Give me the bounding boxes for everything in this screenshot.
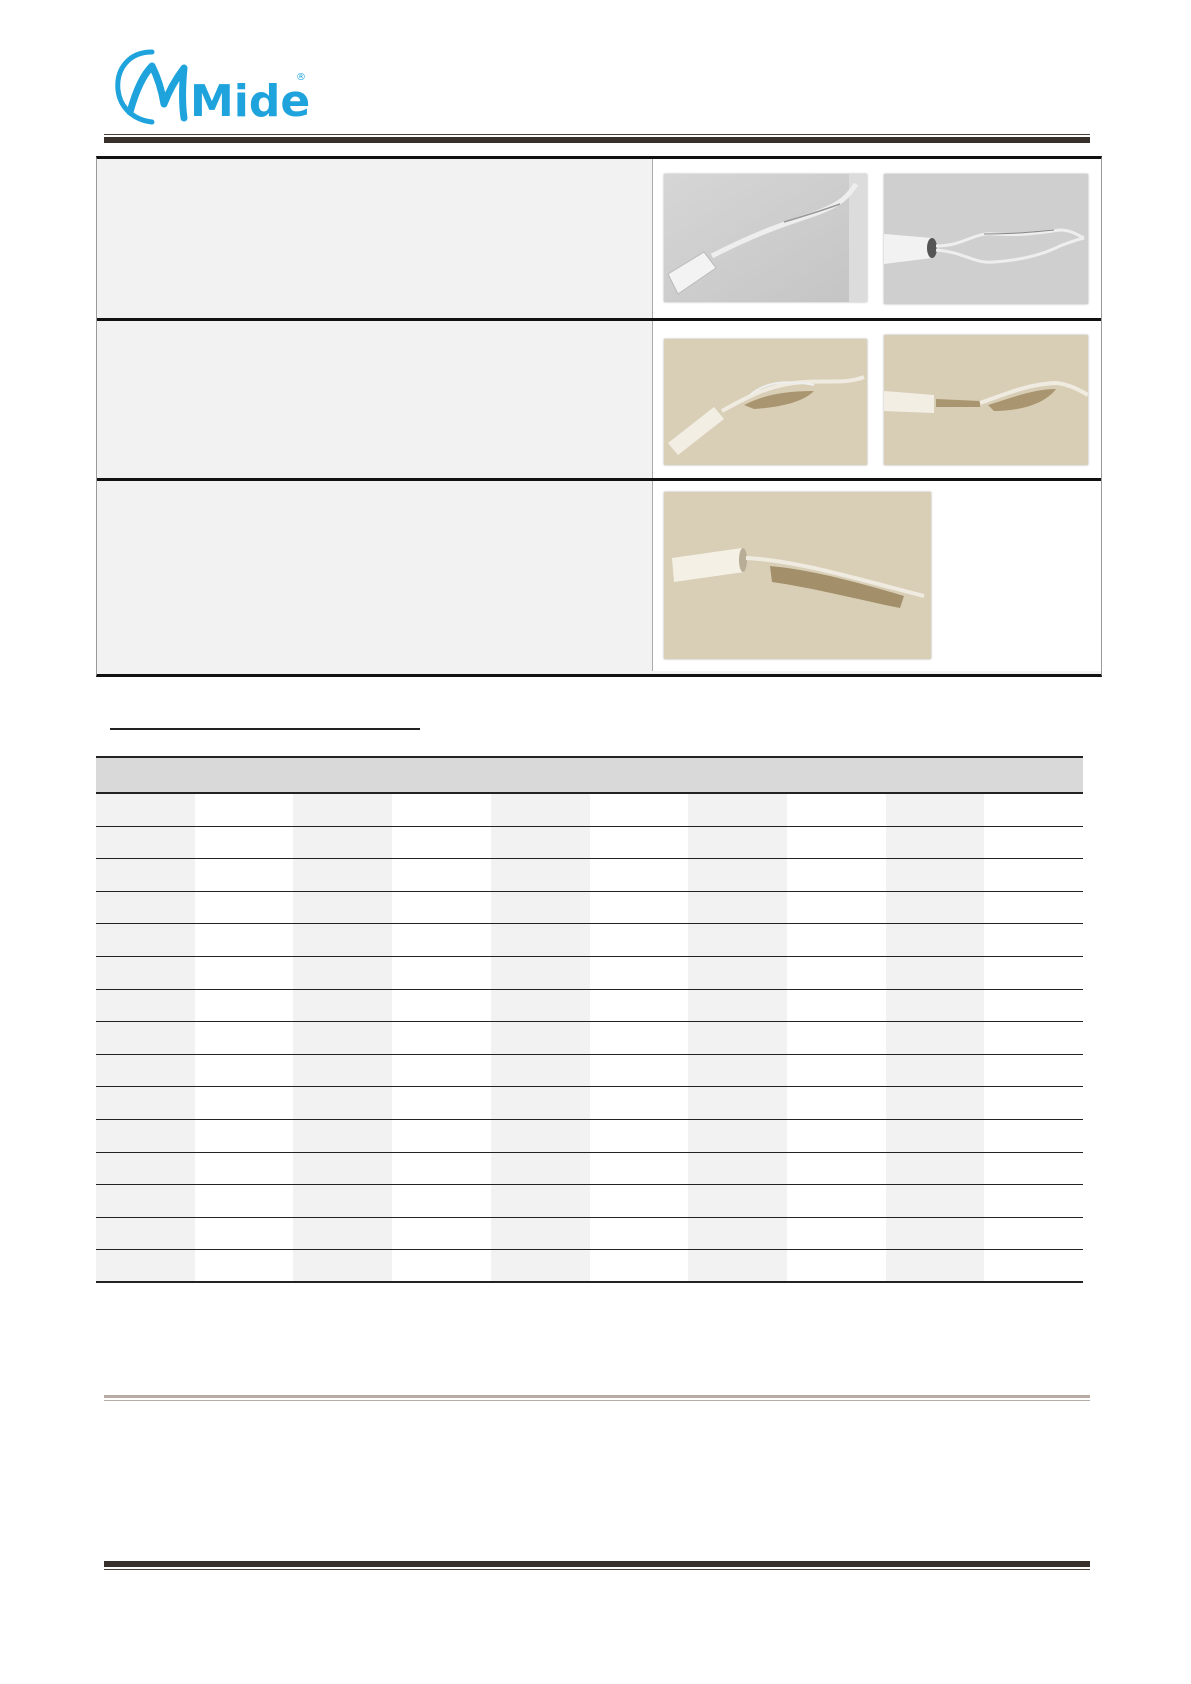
table-row [96, 1120, 1083, 1153]
table-cell [984, 1055, 1083, 1087]
table-cell [195, 1022, 294, 1054]
table-cell [984, 1087, 1083, 1119]
table-cell [787, 827, 886, 859]
table-row [96, 827, 1083, 860]
table-cell [491, 892, 590, 924]
table-cell [491, 990, 590, 1022]
table-cell [96, 859, 195, 891]
table-cell [886, 1185, 985, 1217]
table-cell [688, 1218, 787, 1250]
table-cell [195, 924, 294, 956]
table-row [96, 892, 1083, 925]
table-cell [491, 1153, 590, 1185]
table-cell [886, 892, 985, 924]
table-cell [787, 892, 886, 924]
table-cell [195, 1218, 294, 1250]
table-cell [984, 990, 1083, 1022]
table-cell [590, 1250, 689, 1281]
table-cell [886, 827, 985, 859]
step-row-3 [97, 481, 1101, 671]
table-cell [491, 1022, 590, 1054]
table-cell [293, 1185, 392, 1217]
sensor-wire-wrapped-photo [664, 492, 931, 659]
table-cell [392, 1022, 491, 1054]
table-cell [293, 990, 392, 1022]
table-row [96, 1250, 1083, 1283]
table-cell [984, 794, 1083, 826]
table-row [96, 990, 1083, 1023]
table-cell [787, 1120, 886, 1152]
table-cell [688, 1120, 787, 1152]
table-cell [590, 1120, 689, 1152]
table-cell [886, 957, 985, 989]
step-photos-cell [653, 159, 1101, 318]
table-cell [96, 1153, 195, 1185]
table-cell [688, 827, 787, 859]
table-cell [392, 1185, 491, 1217]
table-cell [392, 1120, 491, 1152]
table-row [96, 957, 1083, 990]
table-cell [886, 1022, 985, 1054]
registered-mark: ® [296, 72, 306, 83]
table-cell [688, 924, 787, 956]
table-cell [293, 957, 392, 989]
procedure-steps-table [96, 156, 1102, 677]
table-cell [688, 1055, 787, 1087]
table-cell [787, 1055, 886, 1087]
section-heading-underline [110, 728, 420, 730]
table-cell [984, 1185, 1083, 1217]
table-row [96, 1087, 1083, 1120]
footer-rule-dark [104, 1561, 1090, 1571]
table-cell [688, 794, 787, 826]
table-cell [787, 1250, 886, 1281]
table-cell [787, 957, 886, 989]
table-cell [96, 1250, 195, 1281]
table-cell [491, 1055, 590, 1087]
table-cell [195, 1055, 294, 1087]
table-cell [96, 1087, 195, 1119]
table-cell [787, 794, 886, 826]
table-cell [590, 924, 689, 956]
table-cell [787, 1087, 886, 1119]
table-cell [293, 1250, 392, 1281]
table-cell [195, 827, 294, 859]
table-cell [491, 794, 590, 826]
table-cell [590, 1022, 689, 1054]
table-cell [688, 1087, 787, 1119]
table-cell [886, 1153, 985, 1185]
table-cell [886, 794, 985, 826]
table-cell [491, 1185, 590, 1217]
table-cell [984, 1218, 1083, 1250]
table-cell [293, 1120, 392, 1152]
table-cell [984, 1153, 1083, 1185]
step-row-2 [97, 321, 1101, 481]
step-description-cell [97, 481, 653, 671]
table-row [96, 924, 1083, 957]
table-cell [984, 924, 1083, 956]
table-cell [984, 957, 1083, 989]
table-cell [392, 990, 491, 1022]
table-cell [491, 1087, 590, 1119]
table-cell [96, 1218, 195, 1250]
table-cell [491, 1218, 590, 1250]
table-cell [392, 1087, 491, 1119]
step-row-1 [97, 159, 1101, 321]
table-cell [392, 1250, 491, 1281]
table-cell [392, 892, 491, 924]
table-cell [590, 1055, 689, 1087]
table-cell [688, 1250, 787, 1281]
table-cell [293, 1087, 392, 1119]
table-cell [688, 990, 787, 1022]
table-cell [491, 1120, 590, 1152]
table-row [96, 1153, 1083, 1186]
table-cell [195, 1250, 294, 1281]
table-cell [195, 1087, 294, 1119]
table-cell [886, 859, 985, 891]
table-cell [886, 1120, 985, 1152]
step-photos-cell [653, 481, 1101, 671]
table-cell [787, 1022, 886, 1054]
table-cell [195, 1153, 294, 1185]
table-cell [886, 990, 985, 1022]
data-table [96, 756, 1083, 1283]
table-cell [195, 1120, 294, 1152]
table-cell [392, 1055, 491, 1087]
table-cell [293, 924, 392, 956]
table-cell [984, 892, 1083, 924]
table-cell [590, 827, 689, 859]
table-cell [491, 1250, 590, 1281]
table-cell [96, 794, 195, 826]
table-cell [392, 859, 491, 891]
table-cell [392, 1218, 491, 1250]
table-cell [590, 990, 689, 1022]
table-row [96, 794, 1083, 827]
sensor-wire-stripped-photo [664, 174, 867, 302]
footer-rule-light [104, 1395, 1090, 1403]
table-cell [590, 1185, 689, 1217]
step-description-cell [97, 159, 653, 318]
table-cell [195, 990, 294, 1022]
table-cell [96, 1022, 195, 1054]
table-cell [195, 794, 294, 826]
table-cell [195, 892, 294, 924]
table-cell [590, 1218, 689, 1250]
table-cell [590, 892, 689, 924]
table-cell [96, 957, 195, 989]
table-row [96, 1022, 1083, 1055]
table-cell [293, 1153, 392, 1185]
table-cell [688, 957, 787, 989]
table-row [96, 1218, 1083, 1251]
table-cell [392, 1153, 491, 1185]
table-cell [590, 1087, 689, 1119]
header-rule [104, 134, 1090, 144]
table-cell [293, 794, 392, 826]
table-cell [590, 957, 689, 989]
step-photos-cell [653, 321, 1101, 478]
table-cell [392, 957, 491, 989]
table-cell [96, 990, 195, 1022]
sensor-wire-taped-photo [664, 339, 867, 465]
table-cell [886, 1250, 985, 1281]
table-row [96, 1055, 1083, 1088]
table-cell [293, 1055, 392, 1087]
table-cell [787, 990, 886, 1022]
table-cell [688, 1153, 787, 1185]
table-cell [787, 924, 886, 956]
table-cell [491, 859, 590, 891]
table-cell [96, 1120, 195, 1152]
table-cell [984, 1022, 1083, 1054]
table-cell [590, 794, 689, 826]
table-cell [590, 1153, 689, 1185]
table-cell [787, 1218, 886, 1250]
step-description-cell [97, 321, 653, 478]
midea-logo [112, 44, 312, 129]
table-cell [293, 1022, 392, 1054]
table-cell [293, 859, 392, 891]
table-cell [688, 1185, 787, 1217]
table-cell [491, 827, 590, 859]
table-cell [688, 859, 787, 891]
table-cell [491, 957, 590, 989]
table-cell [392, 794, 491, 826]
sensor-wire-split-photo [884, 174, 1088, 304]
table-cell [984, 859, 1083, 891]
table-cell [195, 957, 294, 989]
table-cell [787, 859, 886, 891]
table-cell [984, 1250, 1083, 1281]
table-cell [590, 859, 689, 891]
table-cell [886, 1218, 985, 1250]
table-cell [688, 892, 787, 924]
table-cell [195, 1185, 294, 1217]
brand-text: Mide [190, 76, 311, 127]
table-cell [96, 924, 195, 956]
table-cell [96, 827, 195, 859]
table-cell [787, 1185, 886, 1217]
table-cell [195, 859, 294, 891]
table-cell [984, 827, 1083, 859]
table-cell [293, 1218, 392, 1250]
table-header-row [96, 756, 1083, 794]
table-cell [688, 1022, 787, 1054]
table-body [96, 794, 1083, 1283]
table-cell [886, 1087, 985, 1119]
table-cell [293, 827, 392, 859]
table-cell [293, 892, 392, 924]
table-cell [984, 1120, 1083, 1152]
table-row [96, 1185, 1083, 1218]
table-cell [96, 892, 195, 924]
table-cell [787, 1153, 886, 1185]
table-cell [491, 924, 590, 956]
table-cell [96, 1185, 195, 1217]
table-row [96, 859, 1083, 892]
table-cell [392, 924, 491, 956]
table-cell [886, 924, 985, 956]
table-cell [96, 1055, 195, 1087]
table-cell [392, 827, 491, 859]
sensor-wire-taped-photo [884, 335, 1088, 465]
table-cell [886, 1055, 985, 1087]
